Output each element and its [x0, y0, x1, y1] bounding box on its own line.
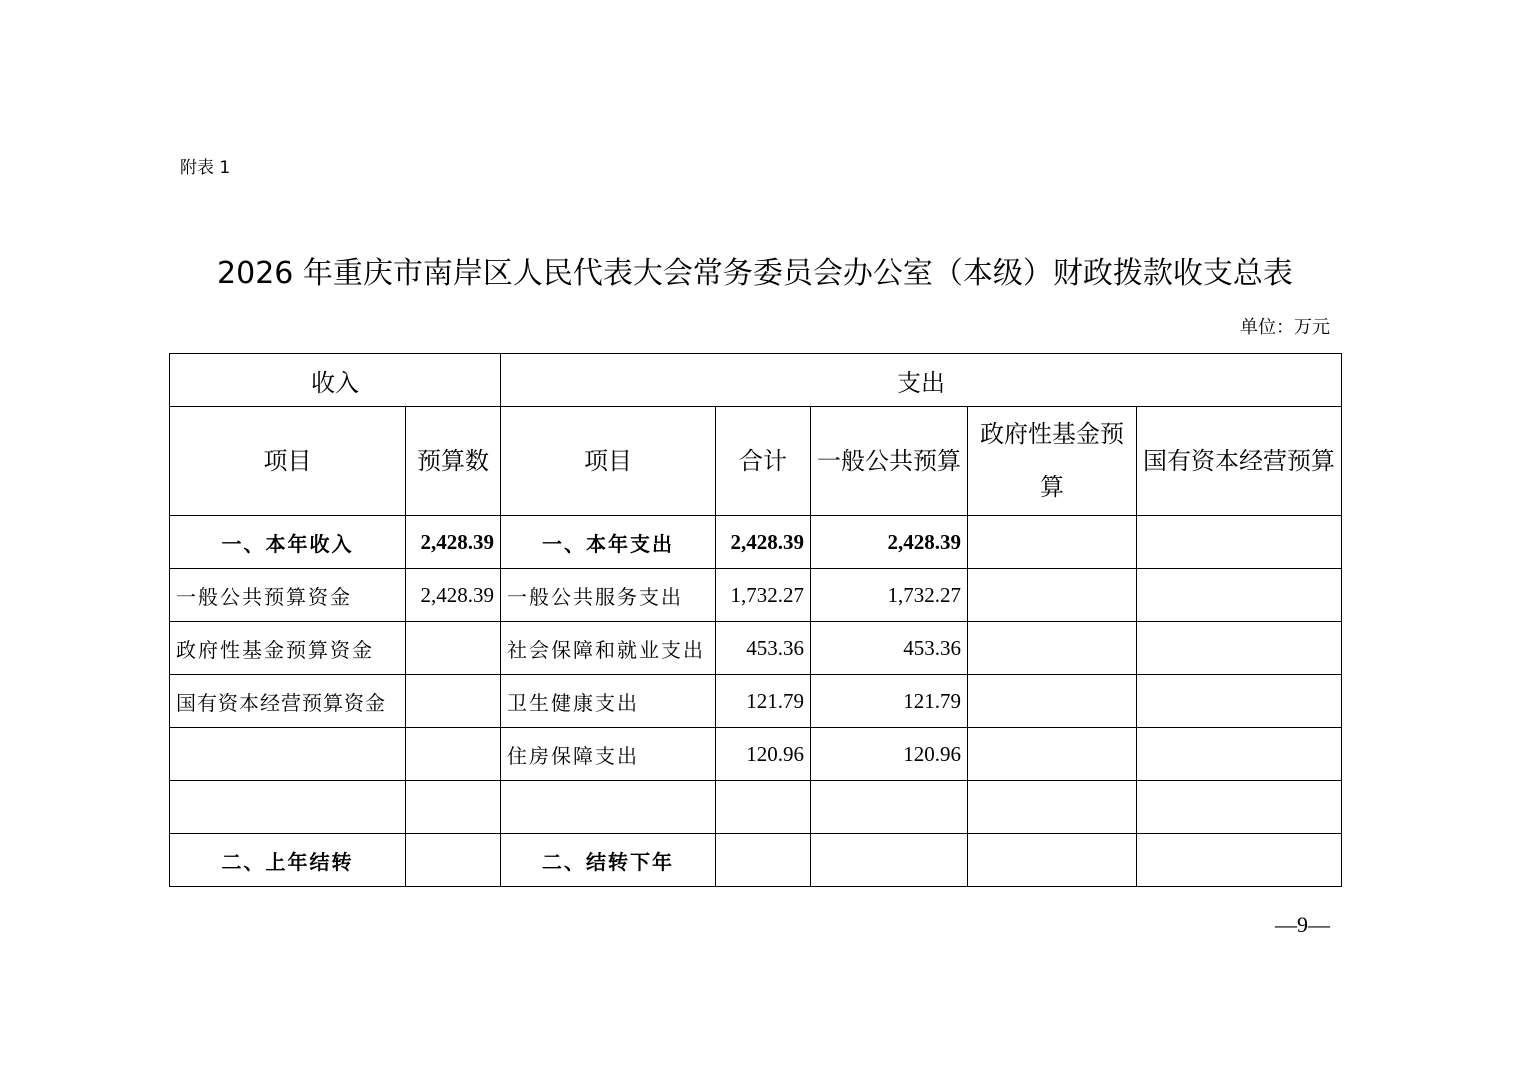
- income-amount-cell: [406, 622, 501, 675]
- table-row: [170, 675, 1342, 728]
- total-cell: 453.36: [716, 622, 811, 675]
- income-item-cell: [170, 781, 406, 834]
- general-budget-cell: 120.96: [811, 728, 968, 781]
- table-row: [170, 728, 1342, 781]
- fund-budget-cell: [968, 622, 1137, 675]
- total-cell: [716, 834, 811, 887]
- col-state-capital-budget: 国有资本经营预算: [1137, 407, 1342, 516]
- general-budget-cell: 2,428.39: [811, 516, 968, 569]
- income-item-cell: 国有资本经营预算资金: [170, 675, 406, 728]
- expense-header: 支出: [501, 354, 1342, 407]
- general-budget-cell: 453.36: [811, 622, 968, 675]
- col-total: 合计: [716, 407, 811, 516]
- expense-item-cell: 二、结转下年: [501, 834, 716, 887]
- table-row: [170, 569, 1342, 622]
- income-header: 收入: [170, 354, 501, 407]
- state-capital-budget-cell: [1137, 781, 1342, 834]
- fund-budget-cell: [968, 675, 1137, 728]
- income-amount-cell: 2,428.39: [406, 516, 501, 569]
- expense-item-cell: 卫生健康支出: [501, 675, 716, 728]
- fund-budget-cell: [968, 516, 1137, 569]
- state-capital-budget-cell: [1137, 675, 1342, 728]
- total-cell: 1,732.27: [716, 569, 811, 622]
- income-item-cell: 一、本年收入: [170, 516, 406, 569]
- expense-item-cell: 住房保障支出: [501, 728, 716, 781]
- expense-item-cell: [501, 781, 716, 834]
- col-income-budget: 预算数: [406, 407, 501, 516]
- general-budget-cell: 1,732.27: [811, 569, 968, 622]
- income-item-cell: 二、上年结转: [170, 834, 406, 887]
- page-number: —9—: [1275, 912, 1330, 937]
- col-fund-budget: 政府性基金预算: [968, 407, 1137, 516]
- state-capital-budget-cell: [1137, 516, 1342, 569]
- income-amount-cell: [406, 728, 501, 781]
- state-capital-budget-cell: [1137, 728, 1342, 781]
- col-general-budget: 一般公共预算: [811, 407, 968, 516]
- expense-item-cell: 一般公共服务支出: [501, 569, 716, 622]
- total-cell: 2,428.39: [716, 516, 811, 569]
- state-capital-budget-cell: [1137, 622, 1342, 675]
- table-group-header-row: [170, 354, 1342, 407]
- table-column-header-row: [170, 407, 1342, 516]
- income-amount-cell: [406, 675, 501, 728]
- expense-item-cell: 一、本年支出: [501, 516, 716, 569]
- income-item-cell: 政府性基金预算资金: [170, 622, 406, 675]
- general-budget-cell: [811, 834, 968, 887]
- document-title: 2026 年重庆市南岸区人民代表大会常务委员会办公室（本级）财政拨款收支总表: [217, 256, 1293, 291]
- col-expense-item: 项目: [501, 407, 716, 516]
- state-capital-budget-cell: [1137, 569, 1342, 622]
- col-income-item: 项目: [170, 407, 406, 516]
- income-amount-cell: [406, 834, 501, 887]
- income-amount-cell: [406, 781, 501, 834]
- general-budget-cell: 121.79: [811, 675, 968, 728]
- fund-budget-cell: [968, 834, 1137, 887]
- fund-budget-cell: [968, 569, 1137, 622]
- income-amount-cell: 2,428.39: [406, 569, 501, 622]
- table-row: [170, 622, 1342, 675]
- total-cell: 120.96: [716, 728, 811, 781]
- expense-item-cell: 社会保障和就业支出: [501, 622, 716, 675]
- total-cell: 121.79: [716, 675, 811, 728]
- general-budget-cell: [811, 781, 968, 834]
- unit-label: 单位：万元: [1240, 317, 1330, 338]
- total-cell: [716, 781, 811, 834]
- table-row: [170, 781, 1342, 834]
- fund-budget-cell: [968, 781, 1137, 834]
- fund-budget-cell: [968, 728, 1137, 781]
- income-item-cell: 一般公共预算资金: [170, 569, 406, 622]
- income-item-cell: [170, 728, 406, 781]
- state-capital-budget-cell: [1137, 834, 1342, 887]
- table-row: [170, 516, 1342, 569]
- budget-summary-table: [169, 353, 1342, 887]
- table-row: [170, 834, 1342, 887]
- attachment-label: 附表 1: [180, 158, 231, 178]
